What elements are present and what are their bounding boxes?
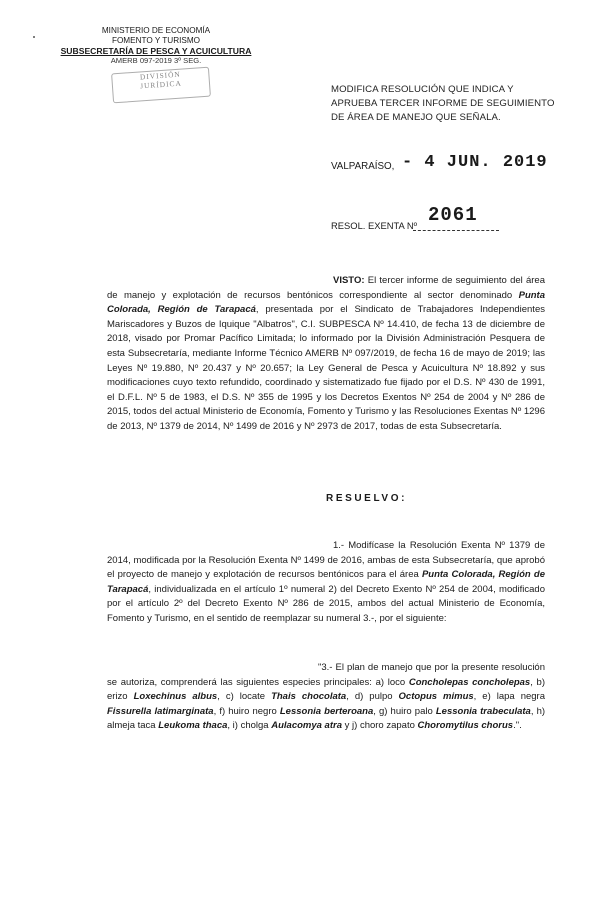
visto-text-1: El tercer informe de seguimiento del área de manejo y explotación de recursos bentónicos correspondiente al sector denominado xyxy=(107,275,545,301)
document-title: MODIFICA RESOLUCIÓN QUE INDICA Y APRUEBA TERCER INFORME DE SEGUIMIENTO DE ÁREA DE MANEJO QUE SEÑALA. xyxy=(331,84,555,123)
species-name: Lessonia berteroana xyxy=(279,705,374,717)
species-name: Aulacomya atra xyxy=(271,720,342,732)
stamp-line-2: JURÍDICA xyxy=(139,78,183,91)
quote-text: , c) locate xyxy=(217,691,272,703)
quote-text: , e) lapa negra xyxy=(473,691,545,703)
letterhead-ministry: MINISTERIO DE ECONOMÍA xyxy=(101,26,211,35)
species-name: Loxechinus albus xyxy=(133,691,218,703)
quote-text: , d) pulpo xyxy=(346,691,399,703)
species-name: Octopus mimus xyxy=(398,691,474,703)
article-1-paragraph xyxy=(107,539,545,627)
resuelvo-heading: RESUELVO: xyxy=(326,493,407,504)
quote-text: , b) erizo xyxy=(107,676,545,703)
scan-speck xyxy=(33,36,35,38)
letterhead xyxy=(56,26,256,66)
species-name: Thais chocolata xyxy=(271,691,347,703)
quote-text: "3.- El plan de manejo que por la presente resolución se autoriza, comprenderá las siguientes especies principales: a) loco xyxy=(107,662,545,688)
date-stamp: - 4 JUN. 2019 xyxy=(402,153,548,172)
visto-label: VISTO: xyxy=(333,275,365,286)
species-name: Concholepas concholepas xyxy=(408,676,531,688)
letterhead-ministry-sub: FOMENTO Y TURISMO xyxy=(111,36,201,45)
visto-text-2: , presentada por el Sindicato de Trabajadores Independientes Mariscadores y Buzos de Iquique "Albatros", C.I. SUBPESCA Nº 14.410, de fecha 13 de diciembre de 2018, visado por Promar Pacífico Limitada; lo informado por la División Administración Pesquera de esta Subsecretaría, mediante Informe Técnico AMERB Nº 097/2019, de fecha 16 de mayo de 2019; las Leyes Nº 19.880, Nº 20.437 y Nº 20.657; la Ley General de Pesca y Acuicultura Nº 18.892 y sus modificaciones cuyo texto refundido, coordinado y sistematizado fue fijado por el D.S. Nº 430 de 1991, el D.F.L. Nº 5 de 1983, el D.S. Nº 355 de 1995 y los Decretos Exentos Nº 254 de 2004 y Nº 286 de 2015, todos del actual Ministerio de Economía, Fomento y Turismo y las Resoluciones Exentas Nº 1296 de 2013, Nº 1379 de 2014, Nº 1499 de 2016 y Nº 2973 de 2017, todas de esta Subsecretaría. xyxy=(107,304,545,432)
species-quote-paragraph xyxy=(107,661,545,734)
species-name: Leukoma thaca xyxy=(158,720,228,732)
species-name: Lessonia trabeculata xyxy=(435,705,531,717)
article-1-place: Punta Colorada, Región de Tarapacá xyxy=(107,569,545,595)
quote-text: , f) huiro negro xyxy=(213,705,280,717)
juridica-stamp xyxy=(111,67,211,104)
resolution-number: 2061 xyxy=(428,204,478,226)
quote-text: .". xyxy=(513,720,522,732)
quote-text: y j) choro zapato xyxy=(342,720,418,732)
visto-paragraph xyxy=(107,274,545,435)
species-name: Choromytilus chorus xyxy=(417,720,514,732)
quote-text: , i) cholga xyxy=(227,720,272,732)
resolution-label: RESOL. EXENTA Nº xyxy=(331,220,418,231)
letterhead-subsecretariat: SUBSECRETARÍA DE PESCA Y ACUICULTURA xyxy=(60,46,252,56)
article-1-text-2: , individualizada en el artículo 1º numeral 2) del Decreto Exento Nº 254 de 2004, modificado por el artículo 2º del Decreto Exento Nº 286 de 2015, ambos del actual Ministerio de Economía, Fomento y Turismo, en el sentido de reemplazar su numeral 3.-, por el siguiente: xyxy=(107,583,545,624)
resolution-underline xyxy=(413,230,499,231)
visto-place: Punta Colorada, Región de Tarapacá xyxy=(107,289,545,316)
quote-text: , g) huiro palo xyxy=(373,705,436,717)
stamp-line-1: DIVISIÓN xyxy=(139,69,182,82)
letterhead-reference: AMERB 097-2019 3º SEG. xyxy=(110,56,202,65)
article-1-text-1: 1.- Modifícase la Resolución Exenta Nº 1379 de 2014, modificada por la Resolución Exenta Nº 1499 de 2016, ambas de esta Subsecretaría, que aprobó el proyecto de manejo y explotación de recursos bentónicos para el área xyxy=(107,540,545,581)
place-label: VALPARAÍSO, xyxy=(331,161,395,172)
quote-text: , h) almeja taca xyxy=(107,705,546,732)
species-name: Fissurella latimarginata xyxy=(107,705,214,717)
